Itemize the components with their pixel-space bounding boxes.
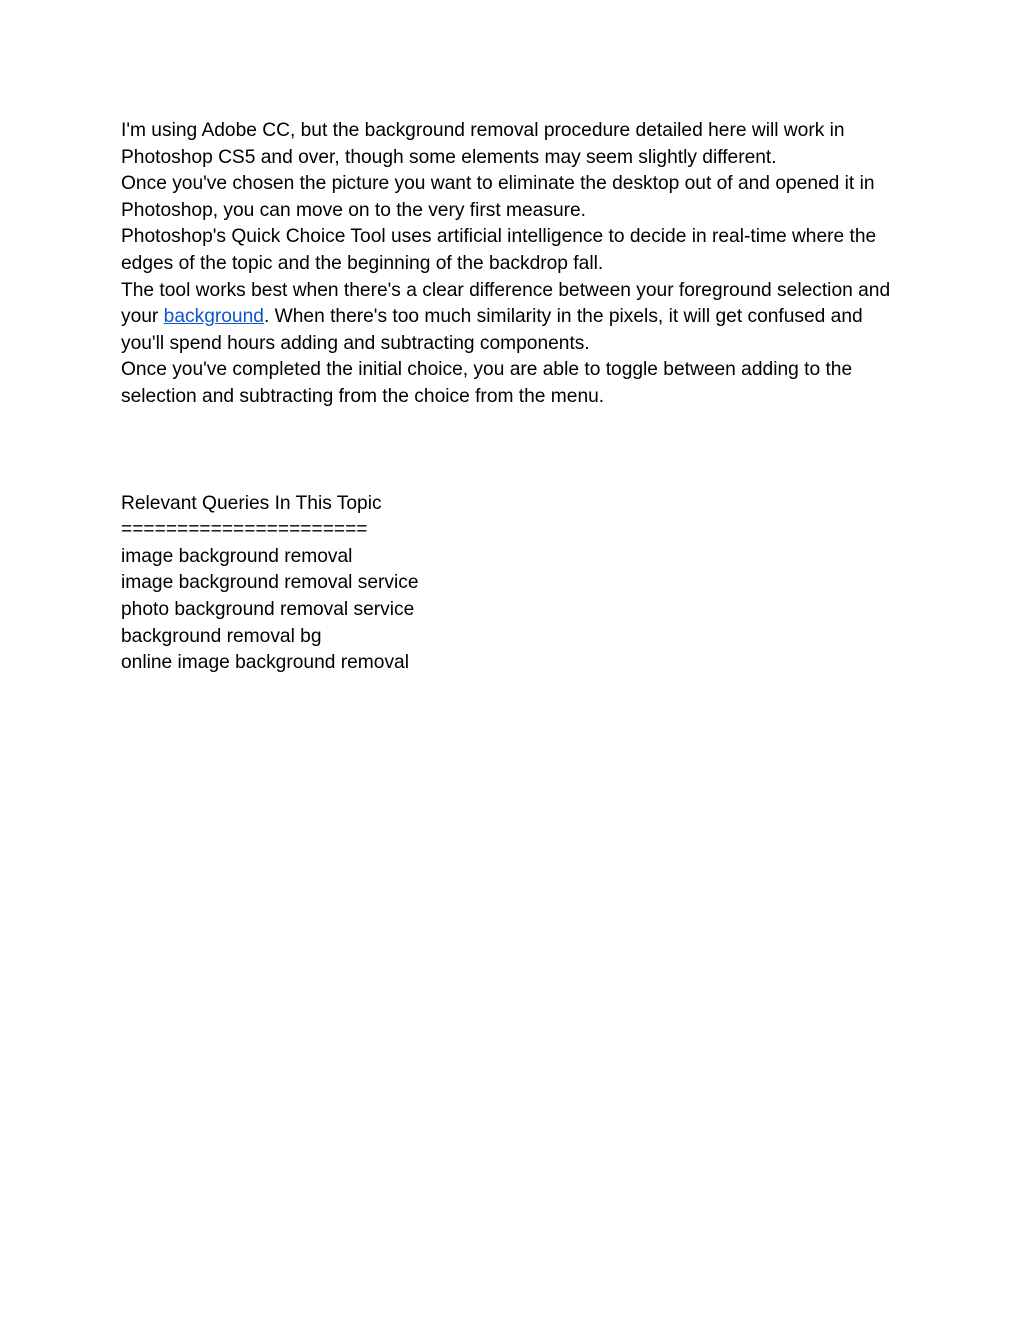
query-item: photo background removal service xyxy=(121,598,415,620)
background-link[interactable]: background xyxy=(163,306,264,328)
query-item: image background removal service xyxy=(121,572,419,594)
paragraph-adobe-cc: I'm using Adobe CC, but the background removal procedure detailed here will work in Photoshop CS5 and over, though some elements may seem slightly different. xyxy=(121,120,845,168)
heading-separator: ====================== xyxy=(121,519,368,541)
related-queries-heading: Relevant Queries In This Topic xyxy=(121,492,382,514)
paragraph-text-before-link: The tool works best when there's a clear difference between your foreground selection and your xyxy=(121,279,891,328)
query-item: online image background removal xyxy=(121,652,409,674)
paragraph-tool-works-best xyxy=(121,278,911,358)
paragraph-choose-picture: Once you've chosen the picture you want to eliminate the desktop out of and opened it in Photoshop, you can move on to the very first measure. xyxy=(121,173,875,221)
query-item: image background removal xyxy=(121,545,353,567)
paragraph-text-after-link: . When there's too much similarity in the pixels, it will get confused and you'll spend hours adding and subtracting components. xyxy=(121,306,863,354)
paragraph-quick-choice-tool: Photoshop's Quick Choice Tool uses artificial intelligence to decide in real-time where the edges of the topic and the beginning of the backdrop fall. xyxy=(121,226,877,274)
related-queries-section xyxy=(121,491,911,677)
section-spacer xyxy=(121,411,911,491)
document-page xyxy=(121,118,911,677)
query-item: background removal bg xyxy=(121,625,322,647)
paragraph-toggle-selection: Once you've completed the initial choice, you are able to toggle between adding to the selection and subtracting from the choice from the menu. xyxy=(121,359,853,407)
